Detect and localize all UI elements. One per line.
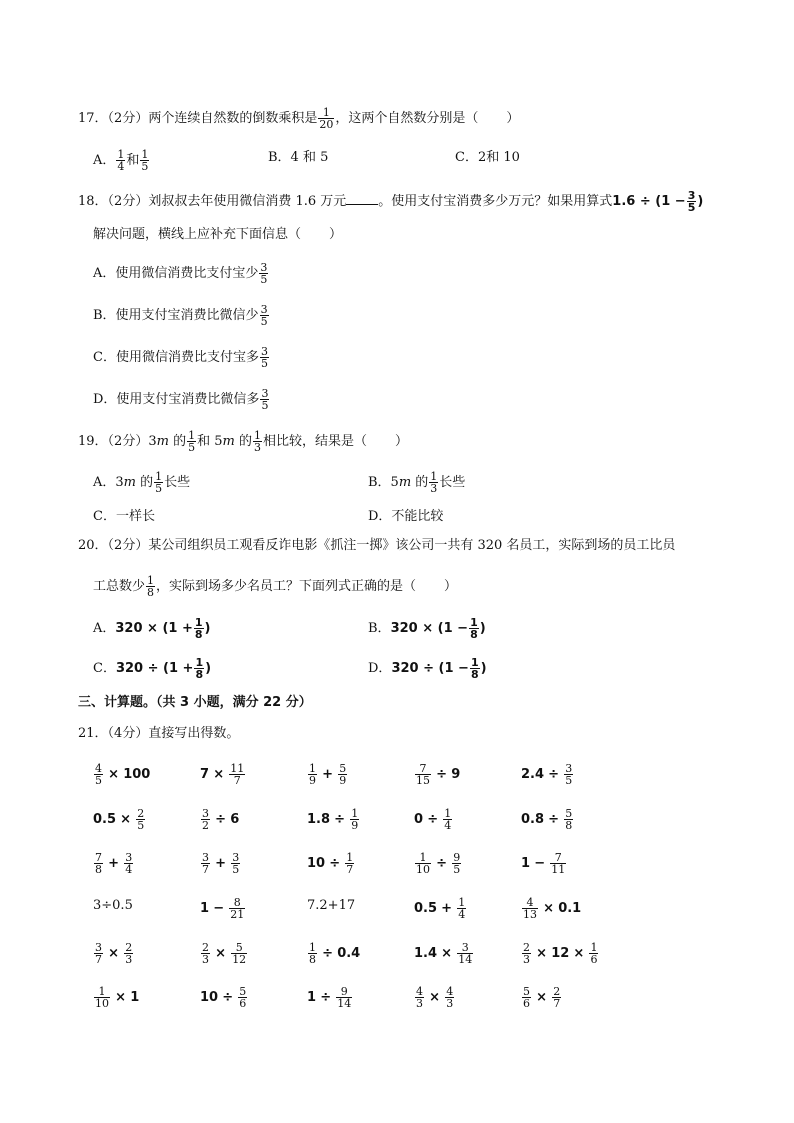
fraction: $\frac{1}{5}$ [155, 470, 163, 495]
fraction: $\frac{7}{11}$ [551, 851, 566, 876]
unit-m: m [156, 434, 169, 449]
question-20-line1 [78, 537, 675, 555]
fraction: $\frac{1}{4}$ [444, 807, 452, 832]
fraction: $\frac{2}{3}$ [202, 941, 209, 966]
fraction: $\frac{1}{4}$ [458, 896, 466, 921]
fraction: $\frac{5}{6}$ [523, 985, 530, 1010]
question-19-option-a [93, 471, 190, 494]
fraction: $\frac{3}{5}$ [261, 387, 269, 412]
fraction: $\frac{3}{7}$ [202, 851, 209, 876]
question-20-line2 [93, 575, 457, 598]
fraction: $\frac{9}{5}$ [453, 851, 461, 876]
fraction: $\frac{1}{8}$ [194, 616, 203, 641]
calc-item: 3÷0.5 [93, 898, 133, 913]
calc-item: 1 − $\frac{8}{21}$ [200, 896, 245, 921]
fraction: $\frac{1}{8}$ [147, 574, 155, 599]
calc-item: $\frac{4}{5}$ × 100 [95, 762, 151, 787]
formula-text: ) [480, 661, 487, 676]
option-text: B．5 [368, 475, 399, 490]
calc-item: 1.8 ÷ $\frac{1}{9}$ [307, 807, 359, 832]
question-17-option-a [93, 149, 150, 172]
stem-text: ） [506, 111, 520, 126]
question-18-stem [78, 190, 703, 213]
question-number: 19．（2分） [78, 434, 149, 449]
calc-item: 7.2+17 [307, 898, 356, 913]
question-18-option-b [93, 304, 270, 327]
formula-text: ) [697, 194, 704, 209]
question-number: 18．（2分） [78, 194, 149, 209]
fraction: $\frac{3}{5}$ [565, 762, 573, 787]
calc-item: 10 ÷ $\frac{5}{6}$ [200, 985, 247, 1010]
question-18-option-a [93, 262, 269, 285]
fraction: $\frac{3}{5}$ [232, 851, 240, 876]
question-19-stem [78, 430, 408, 453]
fraction: $\frac{2}{3}$ [125, 941, 133, 966]
calc-item: 2.4 ÷ $\frac{3}{5}$ [521, 762, 573, 787]
option-text: A．3 [93, 475, 124, 490]
formula-text: 320 × (1 − [390, 621, 469, 636]
option-label: B． [368, 621, 391, 636]
question-18-option-c [93, 346, 270, 369]
option-text: A．使用微信消费比支付宝少 [93, 266, 259, 281]
calc-item: $\frac{2}{3}$ × 12 × $\frac{1}{6}$ [523, 941, 598, 966]
unit-m: m [398, 475, 412, 490]
option-text: 的 [136, 475, 154, 490]
fraction: $\frac{4}{5}$ [95, 762, 102, 787]
calc-item: $\frac{1}{9}$ + $\frac{5}{9}$ [309, 762, 347, 787]
fraction: $\frac{7}{15}$ [416, 762, 430, 787]
calc-item: $\frac{1}{8}$ ÷ 0.4 [309, 941, 361, 966]
question-19-option-c: C．一样长 [93, 509, 155, 524]
calc-item: 10 ÷ $\frac{1}{7}$ [307, 851, 354, 876]
fraction: $\frac{3}{5}$ [260, 303, 268, 328]
calc-item: 7 × $\frac{11}{7}$ [200, 762, 245, 787]
fraction: $\frac{1}{8}$ [195, 656, 204, 681]
fraction: $\frac{1}{8}$ [470, 616, 478, 641]
stem-text: 和 5 [197, 434, 223, 449]
question-number: 20．（2分） [78, 538, 149, 553]
calc-item: $\frac{1}{10}$ × 1 [95, 985, 140, 1010]
fraction: $\frac{1}{5}$ [188, 429, 196, 454]
stem-text: 3 [148, 434, 157, 449]
unit-m: m [123, 475, 136, 490]
option-text: B．使用支付宝消费比微信少 [93, 308, 259, 323]
calc-item: $\frac{1}{10}$ ÷ $\frac{9}{5}$ [416, 851, 461, 876]
formula-text: 320 ÷ (1 + [115, 661, 194, 676]
fraction: $\frac{7}{8}$ [95, 851, 102, 876]
option-label: A． [93, 153, 116, 168]
stem-text: 刘叔叔去年使用微信消费 1.6 万元 [148, 194, 347, 209]
option-text: 和 [126, 153, 140, 168]
stem-text: ） [329, 227, 343, 242]
formula-text: ) [205, 661, 212, 676]
calc-item: $\frac{7}{15}$ ÷ 9 [416, 762, 461, 787]
question-20-option-a [93, 617, 211, 640]
calc-item: $\frac{3}{2}$ ÷ 6 [202, 807, 240, 832]
stem-text: 的 [168, 434, 187, 449]
question-number: 21．（4分） [78, 726, 149, 741]
calc-item: $\frac{2}{3}$ × $\frac{5}{12}$ [202, 941, 247, 966]
fraction: $\frac{3}{5}$ [687, 189, 696, 214]
fraction: $\frac{2}{7}$ [553, 985, 561, 1010]
fraction: $\frac{3}{2}$ [202, 807, 209, 832]
fraction: $\frac{1}{10}$ [416, 851, 430, 876]
formula-text: ) [204, 621, 211, 636]
fraction: $\frac{1}{8}$ [470, 656, 479, 681]
stem-text: 的 [234, 434, 252, 449]
question-18-option-d [93, 388, 270, 411]
stem-text: ） [444, 579, 458, 594]
fraction: $\frac{1}{7}$ [346, 851, 354, 876]
fraction: $\frac{5}{6}$ [239, 985, 247, 1010]
fraction: $\frac{2}{3}$ [523, 941, 530, 966]
calc-item: 0.5 × $\frac{2}{5}$ [93, 807, 145, 832]
formula-text: 320 × (1 + [115, 621, 193, 636]
option-text: 的 [411, 475, 429, 490]
fraction: $\frac{1}{20}$ [319, 106, 334, 131]
stem-text: 两个连续自然数的倒数乘积是 [148, 111, 318, 126]
stem-text: 相比较，结果是（ [262, 434, 367, 449]
answer-blank [346, 192, 378, 205]
question-20-option-b [368, 617, 486, 640]
fraction: $\frac{1}{9}$ [309, 762, 316, 787]
calc-item: $\frac{4}{3}$ × $\frac{4}{3}$ [416, 985, 454, 1010]
calc-item: $\frac{5}{6}$ × $\frac{2}{7}$ [523, 985, 561, 1010]
calc-item: $\frac{3}{7}$ + $\frac{3}{5}$ [202, 851, 240, 876]
stem-text: 工总数少 [93, 579, 146, 594]
question-number: 17．（2分） [78, 111, 149, 126]
fraction: $\frac{3}{5}$ [260, 261, 268, 286]
fraction: $\frac{1}{5}$ [141, 148, 149, 173]
option-label: C． [93, 661, 116, 676]
section-heading: 三、计算题。（共 3 小题，满分 22 分） [78, 695, 312, 710]
option-text: C．使用微信消费比支付宝多 [93, 350, 259, 365]
fraction: $\frac{4}{3}$ [416, 985, 423, 1010]
fraction: $\frac{1}{3}$ [430, 470, 438, 495]
fraction: $\frac{11}{7}$ [230, 762, 245, 787]
fraction: $\frac{1}{6}$ [590, 941, 598, 966]
formula-text: ) [479, 621, 486, 636]
question-17-stem [78, 107, 519, 130]
fraction: $\frac{8}{21}$ [230, 896, 245, 921]
stem-text: 直接写出得数。 [148, 726, 240, 741]
stem-text: 。使用支付宝消费多少万元？如果用算式 [378, 194, 613, 209]
formula-text: 1.6 ÷ (1 − [612, 194, 686, 209]
stem-text: 解决问题，横线上应补充下面信息（ [93, 227, 302, 242]
option-text: 长些 [164, 475, 191, 490]
question-17-option-c: C．2和 10 [455, 150, 520, 165]
question-21-stem [78, 725, 239, 743]
stem-text: ，实际到场多少名员工？下面列式正确的是（ [156, 579, 417, 594]
fraction: $\frac{1}{9}$ [351, 807, 359, 832]
fraction: $\frac{9}{14}$ [337, 985, 352, 1010]
question-19-option-b [368, 471, 465, 494]
question-20-option-c [93, 657, 211, 680]
option-text: 长些 [439, 475, 466, 490]
fraction: $\frac{2}{5}$ [137, 807, 145, 832]
option-text: D．使用支付宝消费比微信多 [93, 392, 260, 407]
calc-item: 1 − $\frac{7}{11}$ [521, 851, 566, 876]
formula-text: 320 ÷ (1 − [391, 661, 469, 676]
fraction: $\frac{1}{10}$ [95, 985, 109, 1010]
fraction: $\frac{5}{8}$ [565, 807, 573, 832]
option-label: A． [93, 621, 116, 636]
fraction: $\frac{3}{5}$ [260, 345, 268, 370]
question-19-option-d: D．不能比较 [368, 509, 444, 524]
fraction: $\frac{5}{9}$ [339, 762, 347, 787]
fraction: $\frac{1}{3}$ [253, 429, 261, 454]
calc-item: $\frac{4}{13}$ × 0.1 [523, 896, 582, 921]
fraction: $\frac{1}{4}$ [117, 148, 125, 173]
calc-item: 0.8 ÷ $\frac{5}{8}$ [521, 807, 573, 832]
option-label: D． [368, 661, 392, 676]
fraction: $\frac{3}{7}$ [95, 941, 102, 966]
unit-m: m [222, 434, 235, 449]
question-18-line2 [93, 226, 342, 244]
stem-text: ，这两个自然数分别是（ [335, 111, 479, 126]
calc-item: 1.4 × $\frac{3}{14}$ [414, 941, 473, 966]
question-20-option-d [368, 657, 487, 680]
stem-text: 某公司组织员工观看反诈电影《抓注一掷》该公司一共有 320 名员工，实际到场的员工比员 [148, 538, 676, 553]
fraction: $\frac{4}{3}$ [446, 985, 454, 1010]
calc-item: 0.5 + $\frac{1}{4}$ [414, 896, 466, 921]
fraction: $\frac{3}{4}$ [125, 851, 133, 876]
fraction: $\frac{1}{8}$ [309, 941, 316, 966]
calc-item: $\frac{3}{7}$ × $\frac{2}{3}$ [95, 941, 133, 966]
fraction: $\frac{5}{12}$ [232, 941, 247, 966]
calc-item: $\frac{7}{8}$ + $\frac{3}{4}$ [95, 851, 133, 876]
fraction: $\frac{3}{14}$ [458, 941, 473, 966]
calc-item: 1 ÷ $\frac{9}{14}$ [307, 985, 352, 1010]
calc-item: 0 ÷ $\frac{1}{4}$ [414, 807, 452, 832]
stem-text: ） [394, 434, 408, 449]
question-17-option-b: B．4 和 5 [268, 150, 329, 165]
fraction: $\frac{4}{13}$ [523, 896, 537, 921]
